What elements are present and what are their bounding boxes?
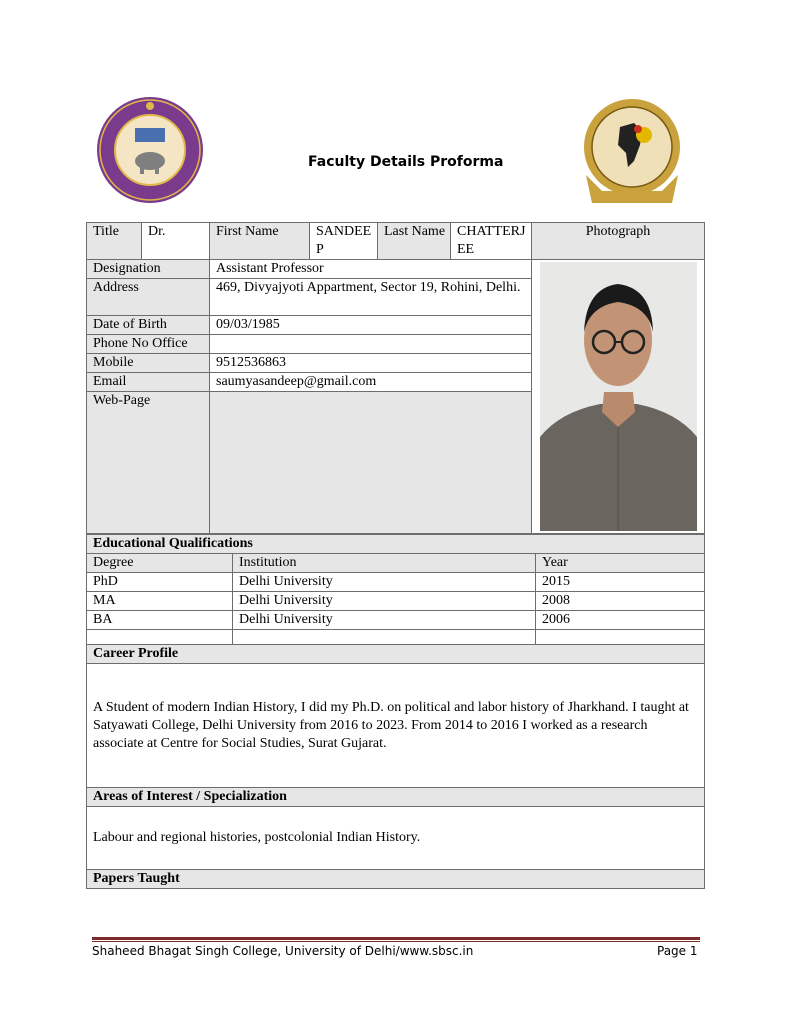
title-value: Dr. <box>142 223 210 260</box>
table-row <box>87 592 705 611</box>
degree-cell: BA <box>87 611 233 630</box>
footer-divider <box>92 937 700 940</box>
profile-table <box>86 644 705 889</box>
education-heading: Educational Qualifications <box>87 535 705 554</box>
career-profile-text <box>87 664 705 788</box>
degree-cell: PhD <box>87 573 233 592</box>
first-name-label: First Name <box>210 223 310 260</box>
mobile-label: Mobile <box>87 354 210 373</box>
address-value: 469, Divyajyoti Appartment, Sector 19, Rohini, Delhi. <box>210 279 532 316</box>
address-label: Address <box>87 279 210 316</box>
career-profile-paragraph: A Student of modern Indian History, I did my Ph.D. on political and labor history of Jharkhand. I taught at Satyawati College, Delhi University from 2016 to 2023. From 2014 to 2016 I worked as a research associate at Centre for Social Studies, Surat Gujarat. <box>93 699 689 751</box>
page-title: Faculty Details Proforma <box>308 154 504 170</box>
webpage-label: Web-Page <box>87 392 210 534</box>
mobile-value: 9512536863 <box>210 354 532 373</box>
interests-text <box>87 807 705 870</box>
first-name-value: SANDEEP <box>310 223 378 260</box>
column-header-institution: Institution <box>233 554 536 573</box>
institution-cell: Delhi University <box>233 592 536 611</box>
footer-page-number: Page 1 <box>657 944 698 958</box>
phone-office-label: Phone No Office <box>87 335 210 354</box>
photograph-label: Photograph <box>532 223 705 260</box>
year-cell: 2008 <box>536 592 705 611</box>
column-header-degree: Degree <box>87 554 233 573</box>
degree-cell: MA <box>87 592 233 611</box>
email-value: saumyasandeep@gmail.com <box>210 373 532 392</box>
photograph-cell <box>532 260 705 534</box>
interests-paragraph: Labour and regional histories, postcolonial Indian History. <box>93 830 421 845</box>
personal-details-table <box>86 222 705 534</box>
email-label: Email <box>87 373 210 392</box>
papers-taught-heading: Papers Taught <box>87 870 705 889</box>
webpage-value <box>210 392 532 534</box>
title-label: Title <box>87 223 142 260</box>
last-name-label: Last Name <box>378 223 451 260</box>
sbsc-emblem-logo <box>582 95 682 207</box>
column-header-year: Year <box>536 554 705 573</box>
footer-divider-thin <box>92 941 700 942</box>
dob-label: Date of Birth <box>87 316 210 335</box>
designation-label: Designation <box>87 260 210 279</box>
institution-cell: Delhi University <box>233 573 536 592</box>
university-of-delhi-seal-logo <box>95 95 205 205</box>
education-table <box>86 534 705 648</box>
career-profile-heading: Career Profile <box>87 645 705 664</box>
interests-heading: Areas of Interest / Specialization <box>87 788 705 807</box>
last-name-value: CHATTERJEE <box>451 223 532 260</box>
designation-value: Assistant Professor <box>210 260 532 279</box>
year-cell: 2006 <box>536 611 705 630</box>
dob-value: 09/03/1985 <box>210 316 532 335</box>
footer-college-url: Shaheed Bhagat Singh College, University of Delhi/www.sbsc.in <box>92 944 474 958</box>
table-row <box>87 573 705 592</box>
faculty-photo <box>540 262 697 531</box>
phone-office-value <box>210 335 532 354</box>
institution-cell: Delhi University <box>233 611 536 630</box>
table-row <box>87 611 705 630</box>
year-cell: 2015 <box>536 573 705 592</box>
